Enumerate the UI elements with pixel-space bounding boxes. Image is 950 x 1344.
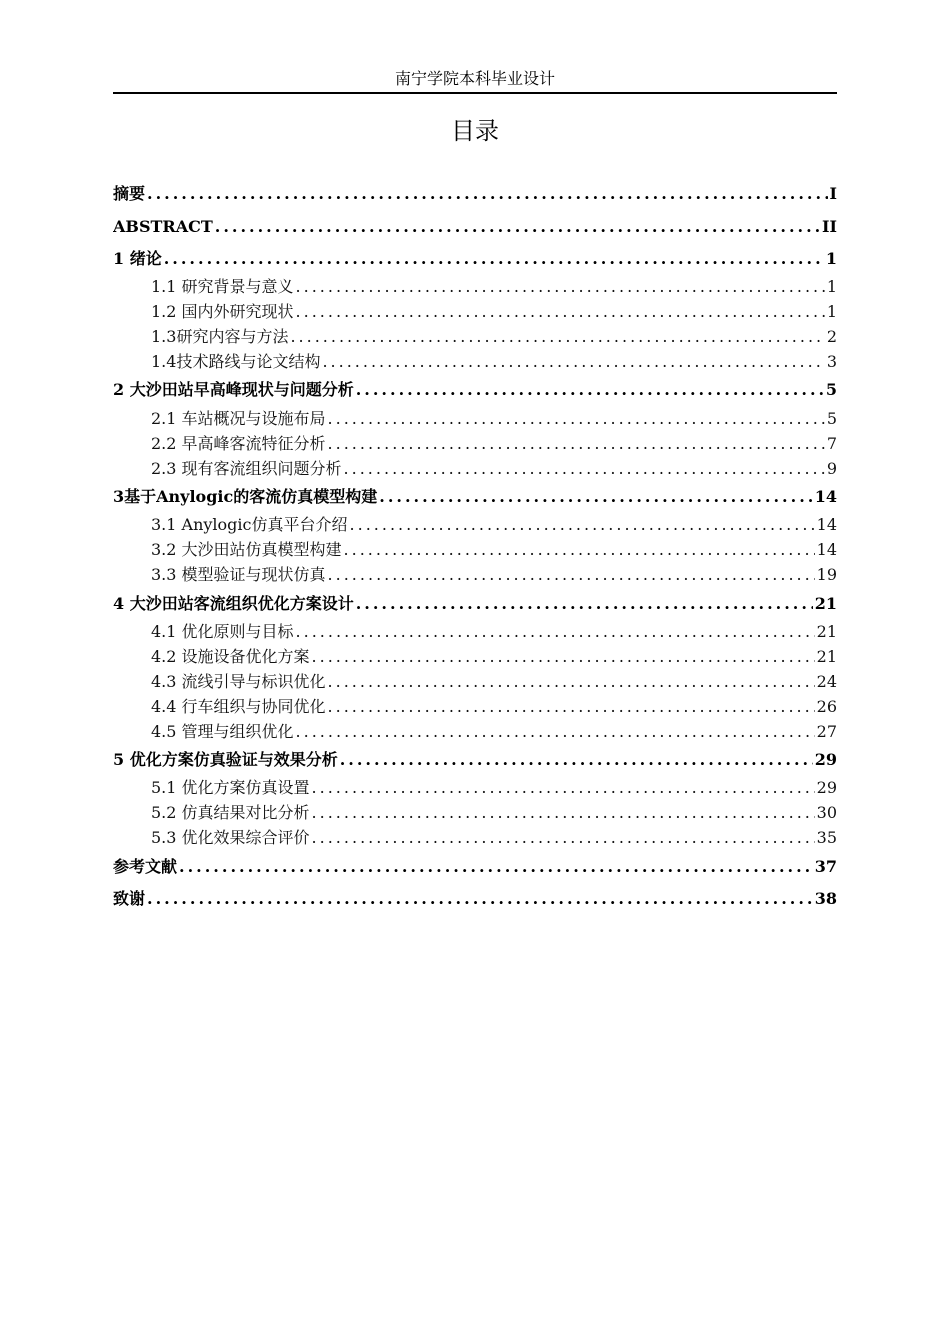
- toc-entry-label: 2 大沙田站早高峰现状与问题分析: [113, 380, 354, 399]
- toc-leader: [356, 377, 824, 403]
- toc-entry-1-1[interactable]: [113, 275, 837, 301]
- toc-entry-2-2[interactable]: [113, 432, 837, 458]
- toc-entry-label: 摘要: [113, 184, 146, 203]
- toc-entry-ch4[interactable]: [113, 591, 837, 617]
- toc-leader: [147, 181, 828, 207]
- toc-leader: [312, 801, 815, 825]
- toc-leader: [340, 747, 813, 773]
- toc-entry-5-3[interactable]: [113, 826, 837, 852]
- toc-entry-4-5[interactable]: [113, 720, 837, 746]
- toc-leader: [312, 776, 815, 800]
- toc-leader: [344, 457, 825, 481]
- toc-entry-label: 3.2 大沙田站仿真模型构建: [151, 540, 342, 559]
- header-title: 南宁学院本科毕业设计: [394, 69, 555, 88]
- toc-entry-page: 1: [826, 302, 837, 321]
- toc-entry-4-1[interactable]: [113, 620, 837, 646]
- toc-entry-label: 2.3 现有客流组织问题分析: [151, 459, 342, 478]
- toc-leader: [296, 275, 825, 299]
- toc-entry-1-4[interactable]: [113, 350, 837, 376]
- toc-title: 目录: [451, 117, 499, 145]
- toc-entry-label: 1.1 研究背景与意义: [151, 277, 294, 296]
- toc-leader: [296, 620, 815, 644]
- toc-leader: [290, 325, 824, 349]
- toc-entry-label: 5.1 优化方案仿真设置: [151, 778, 310, 797]
- toc-entry-page: 21: [816, 647, 837, 666]
- toc-entry-page: II: [822, 217, 837, 236]
- toc-entry-page: 14: [814, 487, 837, 506]
- table-of-contents: [113, 0, 837, 1344]
- toc-entry-page: 38: [814, 889, 837, 908]
- toc-entry-label: 2.1 车站概况与设施布局: [151, 409, 326, 428]
- toc-entry-5-2[interactable]: [113, 801, 837, 827]
- toc-entry-1-3[interactable]: [113, 325, 837, 351]
- toc-entry-label: 4 大沙田站客流组织优化方案设计: [113, 594, 354, 613]
- toc-entry-label: 2.2 早高峰客流特征分析: [151, 434, 326, 453]
- toc-entry-page: I: [829, 184, 837, 203]
- toc-entry-4-2[interactable]: [113, 645, 837, 671]
- toc-leader: [356, 591, 813, 617]
- toc-entry-label: 3.3 模型验证与现状仿真: [151, 565, 326, 584]
- toc-entry-page: 27: [816, 722, 837, 741]
- toc-entry-label: 4.3 流线引导与标识优化: [151, 672, 326, 691]
- toc-leader: [328, 563, 815, 587]
- toc-entry-4-4[interactable]: [113, 695, 837, 721]
- toc-leader: [312, 645, 815, 669]
- toc-entry-label: 4.2 设施设备优化方案: [151, 647, 310, 666]
- toc-entry-abstract-en[interactable]: [113, 214, 837, 240]
- toc-entry-page: 5: [825, 380, 837, 399]
- toc-leader: [344, 538, 815, 562]
- toc-entry-label: 1.4技术路线与论文结构: [151, 352, 321, 371]
- toc-entry-2-1[interactable]: [113, 407, 837, 433]
- toc-entry-page: 5: [826, 409, 837, 428]
- toc-entry-label: ABSTRACT: [113, 217, 213, 236]
- toc-entry-page: 1: [826, 277, 837, 296]
- toc-leader: [328, 695, 815, 719]
- toc-leader: [350, 513, 815, 537]
- toc-entry-label: 1.2 国内外研究现状: [151, 302, 294, 321]
- toc-leader: [296, 300, 825, 324]
- toc-entry-page: 14: [816, 515, 837, 534]
- toc-leader: [296, 720, 815, 744]
- toc-entry-ch2[interactable]: [113, 377, 837, 403]
- toc-entry-ch3[interactable]: [113, 484, 837, 510]
- toc-leader: [147, 886, 813, 912]
- toc-entry-5-1[interactable]: [113, 776, 837, 802]
- toc-entry-ch1[interactable]: [113, 246, 837, 272]
- toc-entry-acknowledgements[interactable]: [113, 886, 837, 912]
- toc-entry-page: 29: [816, 778, 837, 797]
- toc-entry-page: 2: [826, 327, 837, 346]
- toc-entry-page: 1: [825, 249, 837, 268]
- toc-entry-page: 3: [826, 352, 837, 371]
- toc-entry-page: 24: [816, 672, 837, 691]
- toc-entry-page: 30: [816, 803, 837, 822]
- toc-entry-3-2[interactable]: [113, 538, 837, 564]
- toc-entry-label: 4.5 管理与组织优化: [151, 722, 294, 741]
- toc-entry-references[interactable]: [113, 854, 837, 880]
- toc-entry-1-2[interactable]: [113, 300, 837, 326]
- toc-entry-label: 1 绪论: [113, 249, 162, 268]
- toc-entry-page: 37: [814, 857, 837, 876]
- toc-entry-label: 3基于Anylogic的客流仿真模型构建: [113, 487, 378, 506]
- toc-entry-label: 1.3研究内容与方法: [151, 327, 289, 346]
- toc-entry-label: 5.2 仿真结果对比分析: [151, 803, 310, 822]
- toc-entry-label: 4.4 行车组织与协同优化: [151, 697, 326, 716]
- toc-entry-3-3[interactable]: [113, 563, 837, 589]
- toc-entry-label: 5 优化方案仿真验证与效果分析: [113, 750, 338, 769]
- toc-entry-3-1[interactable]: [113, 513, 837, 539]
- toc-entry-page: 9: [826, 459, 837, 478]
- toc-entry-page: 7: [826, 434, 837, 453]
- toc-leader: [328, 432, 825, 456]
- toc-entry-page: 21: [814, 594, 837, 613]
- toc-entry-4-3[interactable]: [113, 670, 837, 696]
- toc-entry-page: 29: [814, 750, 837, 769]
- toc-leader: [179, 854, 813, 880]
- toc-leader: [379, 484, 812, 510]
- toc-entry-page: 14: [816, 540, 837, 559]
- toc-entry-label: 3.1 Anylogic仿真平台介绍: [151, 515, 348, 534]
- toc-entry-ch5[interactable]: [113, 747, 837, 773]
- toc-leader: [312, 826, 815, 850]
- toc-entry-label: 致谢: [113, 889, 146, 908]
- toc-entry-page: 19: [816, 565, 837, 584]
- toc-entry-label: 5.3 优化效果综合评价: [151, 828, 310, 847]
- toc-entry-page: 35: [816, 828, 837, 847]
- toc-entry-label: 参考文献: [113, 857, 178, 876]
- toc-leader: [322, 350, 824, 374]
- toc-entry-page: 21: [816, 622, 837, 641]
- toc-entry-abstract-cn[interactable]: [113, 181, 837, 207]
- toc-leader: [215, 214, 820, 240]
- toc-leader: [328, 670, 815, 694]
- toc-entry-page: 26: [816, 697, 837, 716]
- toc-entry-2-3[interactable]: [113, 457, 837, 483]
- toc-leader: [328, 407, 825, 431]
- toc-leader: [164, 246, 824, 272]
- toc-entry-label: 4.1 优化原则与目标: [151, 622, 294, 641]
